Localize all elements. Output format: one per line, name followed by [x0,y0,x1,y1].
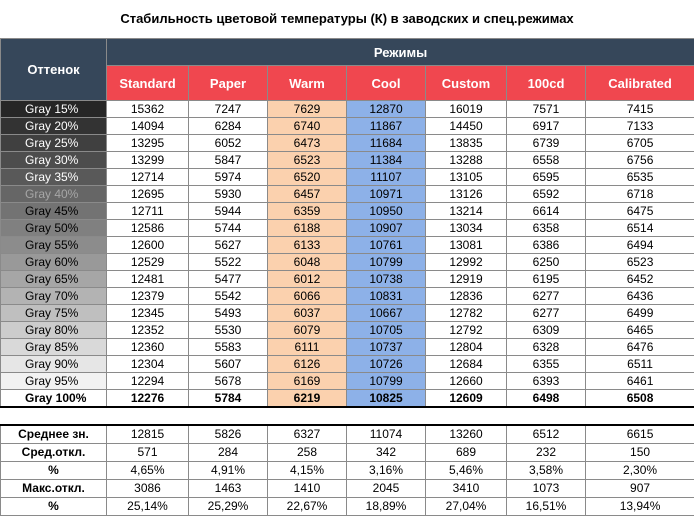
table-cell: 12345 [107,305,189,322]
table-cell: 12660 [426,373,507,390]
table-cell: 12792 [426,322,507,339]
table-row [1,203,694,220]
stat-cell: 1463 [189,480,268,498]
table-row [1,152,694,169]
table-cell: 10726 [347,356,426,373]
stat-cell: 1410 [268,480,347,498]
shade-label: Gray 95% [1,373,107,390]
table-cell: 7247 [189,101,268,118]
stat-label: % [1,498,107,516]
table-row [1,322,694,339]
table-body [1,101,694,516]
table-cell: 12586 [107,220,189,237]
row-header: Оттенок [1,39,107,101]
separator-row [1,407,694,425]
shade-label: Gray 75% [1,305,107,322]
table-cell: 5974 [189,169,268,186]
table-cell: 10667 [347,305,426,322]
table-cell: 6452 [586,271,694,288]
table-cell: 13214 [426,203,507,220]
table-cell: 6461 [586,373,694,390]
column-header-cool: Cool [347,66,426,101]
table-cell: 6052 [189,135,268,152]
table-row [1,101,694,118]
table-cell: 12600 [107,237,189,254]
stat-cell: 13,94% [586,498,694,516]
table-cell: 12836 [426,288,507,305]
stat-cell: 4,65% [107,462,189,480]
table-row [1,339,694,356]
table-cell: 10907 [347,220,426,237]
table-cell: 6284 [189,118,268,135]
table-cell: 6475 [586,203,694,220]
table-cell: 15362 [107,101,189,118]
table-cell: 12529 [107,254,189,271]
table-cell: 6126 [268,356,347,373]
table-cell: 6219 [268,390,347,408]
table-cell: 6277 [507,288,586,305]
table-row [1,288,694,305]
table-cell: 6740 [268,118,347,135]
table-cell: 6188 [268,220,347,237]
table-cell: 6476 [586,339,694,356]
shade-label: Gray 25% [1,135,107,152]
shade-label: Gray 100% [1,390,107,408]
table-row [1,118,694,135]
table-cell: 6739 [507,135,586,152]
stat-cell: 907 [586,480,694,498]
stat-cell: 4,91% [189,462,268,480]
table-cell: 10705 [347,322,426,339]
table-cell: 6508 [586,390,694,408]
shade-label: Gray 70% [1,288,107,305]
table-cell: 12684 [426,356,507,373]
table-cell: 11384 [347,152,426,169]
shade-label: Gray 65% [1,271,107,288]
table-cell: 7629 [268,101,347,118]
table-cell: 5784 [189,390,268,408]
table-cell: 10825 [347,390,426,408]
table-cell: 6079 [268,322,347,339]
shade-label: Gray 45% [1,203,107,220]
table-row [1,237,694,254]
chart-title: Стабильность цветовой температуры (К) в заводских и спец.режимах [0,0,694,38]
color-temperature-table [0,38,694,516]
table-cell: 6195 [507,271,586,288]
table-cell: 6393 [507,373,586,390]
stat-cell: 27,04% [426,498,507,516]
column-header-calibrated: Calibrated [586,66,694,101]
table-cell: 7133 [586,118,694,135]
table-cell: 16019 [426,101,507,118]
table-cell: 6359 [268,203,347,220]
table-cell: 11867 [347,118,426,135]
table-row [1,356,694,373]
stat-cell: 571 [107,444,189,462]
stat-cell: 18,89% [347,498,426,516]
stat-cell: 284 [189,444,268,462]
table-cell: 6718 [586,186,694,203]
table-row [1,220,694,237]
table-cell: 6499 [586,305,694,322]
table-cell: 6037 [268,305,347,322]
table-cell: 5744 [189,220,268,237]
table-cell: 13126 [426,186,507,203]
column-header-standard: Standard [107,66,189,101]
table-cell: 6705 [586,135,694,152]
table-cell: 5477 [189,271,268,288]
table-cell: 12304 [107,356,189,373]
table-cell: 5847 [189,152,268,169]
stat-cell: 11074 [347,425,426,444]
table-cell: 12352 [107,322,189,339]
table-cell: 10831 [347,288,426,305]
stat-cell: 5,46% [426,462,507,480]
table-cell: 13105 [426,169,507,186]
table-cell: 6358 [507,220,586,237]
table-cell: 6494 [586,237,694,254]
table-cell: 6523 [268,152,347,169]
table-cell: 6592 [507,186,586,203]
stat-cell: 4,15% [268,462,347,480]
table-cell: 6756 [586,152,694,169]
shade-label: Gray 35% [1,169,107,186]
table-cell: 5678 [189,373,268,390]
stat-cell: 3086 [107,480,189,498]
stat-cell: 6615 [586,425,694,444]
table-cell: 6498 [507,390,586,408]
table-cell: 5627 [189,237,268,254]
table-cell: 14450 [426,118,507,135]
stat-row [1,462,694,480]
table-cell: 6328 [507,339,586,356]
table-cell: 6355 [507,356,586,373]
stat-row [1,498,694,516]
table-cell: 13299 [107,152,189,169]
stat-cell: 3,58% [507,462,586,480]
table-cell: 6917 [507,118,586,135]
table-cell: 12695 [107,186,189,203]
column-header-warm: Warm [268,66,347,101]
shade-label: Gray 60% [1,254,107,271]
stat-cell: 25,14% [107,498,189,516]
column-header-100cd: 100cd [507,66,586,101]
table-cell: 10950 [347,203,426,220]
stat-cell: 6512 [507,425,586,444]
table-cell: 6614 [507,203,586,220]
table-cell: 10799 [347,254,426,271]
table-row [1,390,694,408]
shade-label: Gray 20% [1,118,107,135]
table-cell: 6111 [268,339,347,356]
shade-label: Gray 85% [1,339,107,356]
stat-cell: 6327 [268,425,347,444]
stat-cell: 689 [426,444,507,462]
table-cell: 12360 [107,339,189,356]
table-cell: 12609 [426,390,507,408]
shade-label: Gray 80% [1,322,107,339]
table-row [1,254,694,271]
column-header-paper: Paper [189,66,268,101]
table-cell: 5493 [189,305,268,322]
table-cell: 10971 [347,186,426,203]
table-cell: 6309 [507,322,586,339]
stat-cell: 2,30% [586,462,694,480]
table-cell: 12804 [426,339,507,356]
table-cell: 6012 [268,271,347,288]
table-cell: 10799 [347,373,426,390]
stat-cell: 3410 [426,480,507,498]
table-row [1,373,694,390]
table-cell: 6457 [268,186,347,203]
stat-label: Сред.откл. [1,444,107,462]
table-cell: 6520 [268,169,347,186]
stat-cell: 22,67% [268,498,347,516]
table-cell: 6277 [507,305,586,322]
table-cell: 13295 [107,135,189,152]
stat-label: Среднее зн. [1,425,107,444]
table-cell: 7571 [507,101,586,118]
table-cell: 14094 [107,118,189,135]
table-cell: 6558 [507,152,586,169]
table-cell: 10761 [347,237,426,254]
table-cell: 13081 [426,237,507,254]
table-cell: 6386 [507,237,586,254]
table-cell: 6473 [268,135,347,152]
table-cell: 12481 [107,271,189,288]
stat-label: Макс.откл. [1,480,107,498]
stat-cell: 12815 [107,425,189,444]
table-cell: 13835 [426,135,507,152]
table-cell: 6048 [268,254,347,271]
stat-cell: 1073 [507,480,586,498]
table-cell: 5944 [189,203,268,220]
table-cell: 12276 [107,390,189,408]
stat-row [1,480,694,498]
shade-label: Gray 90% [1,356,107,373]
stat-cell: 5826 [189,425,268,444]
table-row [1,186,694,203]
table-cell: 10737 [347,339,426,356]
table-cell: 12870 [347,101,426,118]
shade-label: Gray 40% [1,186,107,203]
stat-cell: 232 [507,444,586,462]
stat-row [1,444,694,462]
table-cell: 12711 [107,203,189,220]
shade-label: Gray 50% [1,220,107,237]
table-cell: 6523 [586,254,694,271]
table-cell: 12714 [107,169,189,186]
table-cell: 11684 [347,135,426,152]
stat-row [1,425,694,444]
table-cell: 12919 [426,271,507,288]
table-cell: 12294 [107,373,189,390]
table-cell: 6511 [586,356,694,373]
table-row [1,169,694,186]
table-cell: 13034 [426,220,507,237]
table-row [1,271,694,288]
table-cell: 6066 [268,288,347,305]
table-cell: 6465 [586,322,694,339]
stat-cell: 342 [347,444,426,462]
column-header-custom: Custom [426,66,507,101]
table-cell: 6514 [586,220,694,237]
table-cell: 6169 [268,373,347,390]
table-cell: 6436 [586,288,694,305]
table-cell: 5522 [189,254,268,271]
shade-label: Gray 15% [1,101,107,118]
stat-cell: 3,16% [347,462,426,480]
table-cell: 5530 [189,322,268,339]
stat-cell: 258 [268,444,347,462]
table-cell: 6595 [507,169,586,186]
table-cell: 5542 [189,288,268,305]
table-cell: 11107 [347,169,426,186]
table-cell: 12992 [426,254,507,271]
table-cell: 13288 [426,152,507,169]
table-cell: 6535 [586,169,694,186]
table-cell: 12782 [426,305,507,322]
table-cell: 5607 [189,356,268,373]
group-header: Режимы [107,39,694,66]
table-row [1,135,694,152]
stat-cell: 16,51% [507,498,586,516]
stat-label: % [1,462,107,480]
table-row [1,305,694,322]
table-cell: 7415 [586,101,694,118]
stat-cell: 13260 [426,425,507,444]
table-cell: 10738 [347,271,426,288]
table-cell: 6133 [268,237,347,254]
stat-cell: 150 [586,444,694,462]
table-cell: 6250 [507,254,586,271]
shade-label: Gray 55% [1,237,107,254]
table-cell: 12379 [107,288,189,305]
separator [1,407,694,425]
table-cell: 5583 [189,339,268,356]
shade-label: Gray 30% [1,152,107,169]
table-cell: 5930 [189,186,268,203]
stat-cell: 2045 [347,480,426,498]
stat-cell: 25,29% [189,498,268,516]
